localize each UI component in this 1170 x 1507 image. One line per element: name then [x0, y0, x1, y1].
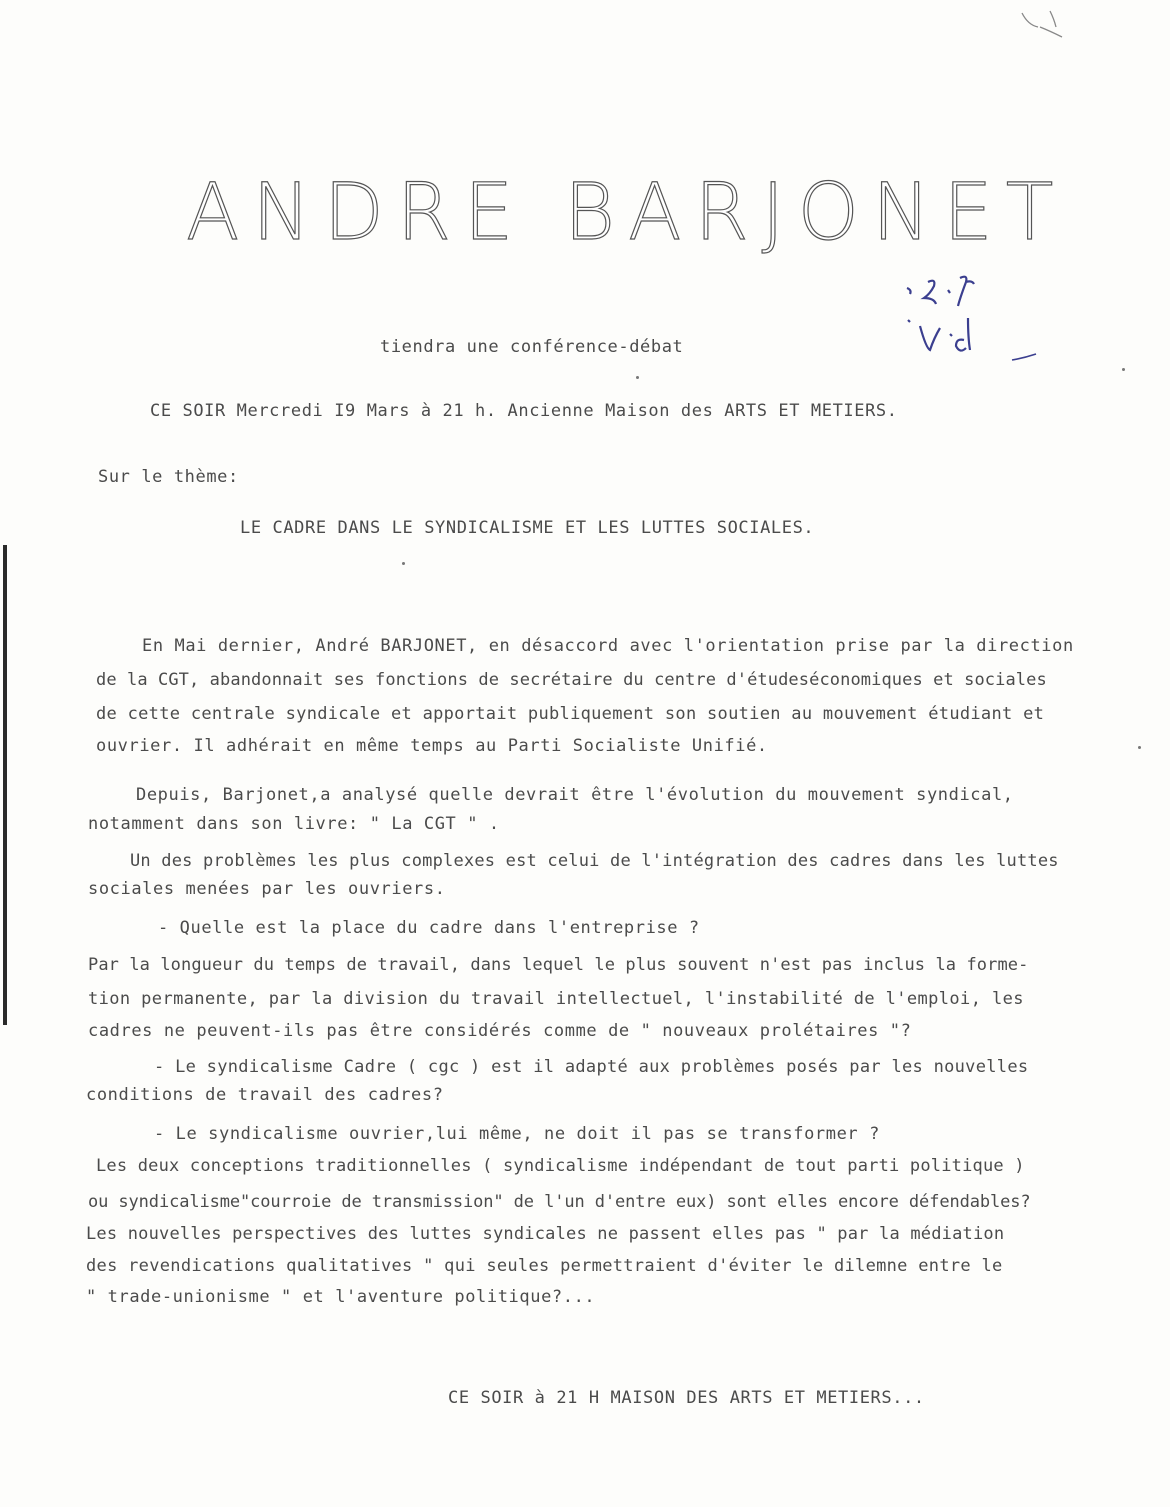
body-line: conditions de travail des cadres? — [86, 1085, 444, 1105]
speck — [1122, 368, 1125, 371]
corner-pencil-mark — [1010, 5, 1070, 45]
body-line: de cette centrale syndicale et apportait publiquement son soutien au mouvement étudiant et — [96, 704, 1045, 724]
body-line: Par la longueur du temps de travail, dans lequel le plus souvent n'est pas inclus la forme- — [88, 955, 1029, 975]
body-line: Les nouvelles perspectives des luttes syndicales ne passent elles pas " par la médiation — [86, 1224, 1005, 1244]
subtitle: tiendra une conférence-débat — [380, 337, 684, 357]
body-line: Un des problèmes les plus complexes est celui de l'intégration des cadres dans les luttes — [130, 851, 1059, 871]
body-line: des revendications qualitatives " qui seules permettraient d'éviter le dilemne entre le — [86, 1256, 1003, 1276]
body-line: - Le syndicalisme Cadre ( cgc ) est il adapté aux problèmes posés par les nouvelles — [154, 1057, 1029, 1077]
body-line: Depuis, Barjonet,a analysé quelle devrait être l'évolution du mouvement syndical, — [136, 785, 1014, 805]
body-line: tion permanente, par la division du travail intellectuel, l'instabilité de l'emploi, les — [88, 989, 1024, 1009]
body-line: de la CGT, abandonnait ses fonctions de secrétaire du centre d'étudeséconomiques et sociales — [96, 670, 1047, 690]
body-line: ou syndicalisme"courroie de transmission" de l'un d'entre eux) sont elles encore défendables? — [88, 1192, 1031, 1212]
scan-edge-mark — [3, 545, 7, 1025]
event-date-location: CE SOIR Mercredi I9 Mars à 21 h. Ancienne Maison des ARTS ET METIERS. — [150, 401, 898, 421]
body-line: En Mai dernier, André BARJONET, en désaccord avec l'orientation prise par la direction — [142, 636, 1074, 656]
theme-heading: LE CADRE DANS LE SYNDICALISME ET LES LUTTES SOCIALES. — [240, 518, 815, 538]
body-line: notamment dans son livre: " La CGT " . — [88, 814, 500, 834]
speck — [1138, 746, 1141, 749]
theme-label: Sur le thème: — [98, 467, 239, 487]
document-title: ANDRE BARJONET — [186, 168, 1067, 258]
speck — [636, 376, 639, 379]
closing-line: CE SOIR à 21 H MAISON DES ARTS ET METIERS... — [448, 1388, 925, 1408]
body-line: cadres ne peuvent-ils pas être considérés comme de " nouveaux prolétaires "? — [88, 1021, 912, 1041]
body-line: sociales menées par les ouvriers. — [88, 879, 446, 899]
body-line: " trade-unionisme " et l'aventure politique?... — [86, 1287, 596, 1307]
body-line: - Le syndicalisme ouvrier,lui même, ne doit il pas se transformer ? — [154, 1124, 880, 1144]
stray-mark — [1010, 350, 1040, 364]
handwritten-annotation — [900, 268, 1000, 368]
speck — [402, 562, 405, 565]
body-line: ouvrier. Il adhérait en même temps au Parti Socialiste Unifié. — [96, 736, 768, 756]
body-line: - Quelle est la place du cadre dans l'entreprise ? — [158, 918, 700, 938]
body-line: Les deux conceptions traditionnelles ( syndicalisme indépendant de tout parti politique ) — [96, 1156, 1025, 1176]
